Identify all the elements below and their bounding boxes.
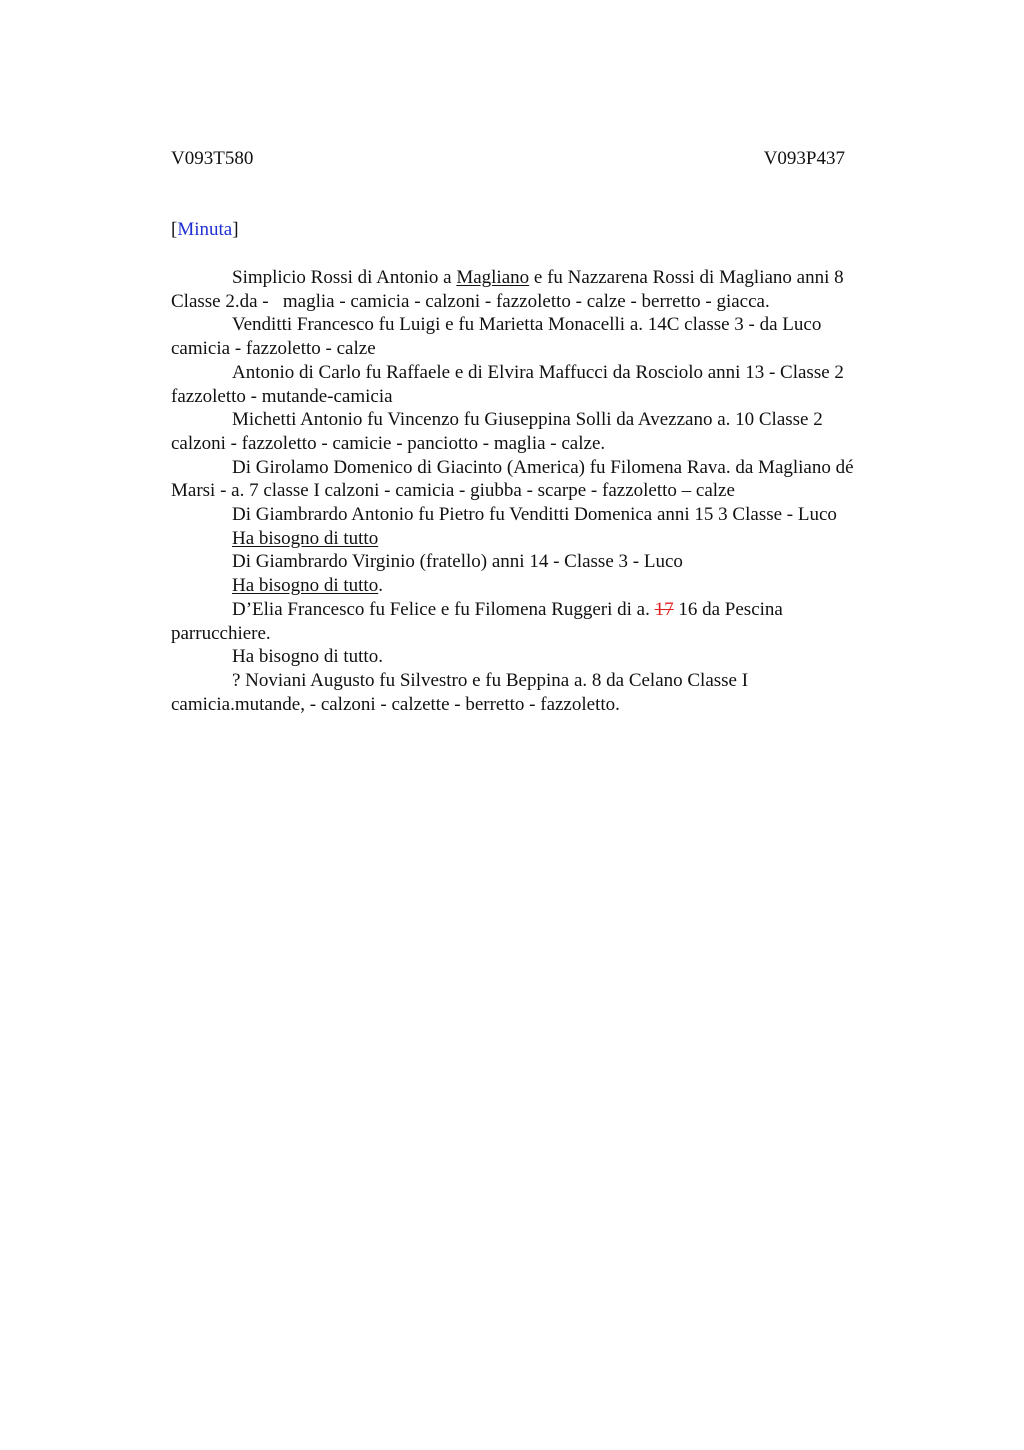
underlined-text: Ha bisogno di tutto <box>232 575 379 597</box>
entry-text: e fu Nazzarena Rossi di Magliano anni 8 <box>529 267 844 288</box>
entry-di-giambrardo-antonio <box>171 503 911 550</box>
entry-line <box>171 574 911 598</box>
entry-line: ? Noviani Augusto fu Silvestro e fu Beppina a. 8 da Celano Classe I <box>232 669 749 691</box>
entry-line: Venditti Francesco fu Luigi e fu Marietta Monacelli a. 14C classe 3 - da Luco <box>232 314 822 336</box>
entry-line <box>171 527 911 551</box>
entry-rossi-simplicio <box>171 266 911 313</box>
entry-text: . <box>378 575 383 597</box>
header-left-code: V093T580 <box>171 148 254 169</box>
entry-text: D’Elia Francesco fu Felice e fu Filomena Ruggeri di a. <box>232 598 655 620</box>
entry-line <box>171 266 911 290</box>
entry-noviani-augusto <box>171 669 911 716</box>
minuta-label <box>171 218 239 242</box>
entry-line: calzoni - fazzoletto - camicie - panciotto - maglia - calze. <box>171 432 606 454</box>
minuta-open-bracket: [ <box>171 219 178 240</box>
underlined-text: Ha bisogno di tutto <box>232 527 379 549</box>
header-right-code: V093P437 <box>763 148 845 169</box>
entry-michetti-antonio <box>171 408 911 455</box>
entry-di-giambrardo-virginio <box>171 550 911 597</box>
document-body <box>171 266 911 716</box>
underlined-text: Magliano <box>456 267 530 288</box>
struck-through-text: 17 <box>654 598 674 620</box>
entry-line: parrucchiere. <box>171 622 271 644</box>
minuta-text: Minuta <box>177 219 233 240</box>
entry-line: Marsi - a. 7 classe I calzoni - camicia - giubba - scarpe - fazzoletto – calze <box>171 480 735 502</box>
page-header <box>171 147 845 171</box>
entry-delia-francesco <box>171 598 911 645</box>
entry-text: 16 da Pescina <box>673 598 783 620</box>
entry-line: Ha bisogno di tutto. <box>232 646 383 668</box>
entry-line: Di Girolamo Domenico di Giacinto (America) fu Filomena Rava. da Magliano dé <box>232 456 854 478</box>
entry-text: Simplicio Rossi di Antonio a <box>232 267 457 288</box>
entry-venditti-francesco <box>171 313 911 360</box>
entry-line: Di Giambrardo Antonio fu Pietro fu Venditti Domenica anni 15 3 Classe - Luco <box>232 504 837 526</box>
entry-line: Classe 2.da - maglia - camicia - calzoni - fazzoletto - calze - berretto - giacca. <box>171 290 770 312</box>
entry-line: Antonio di Carlo fu Raffaele e di Elvira Maffucci da Rosciolo anni 13 - Classe 2 <box>232 361 844 383</box>
entry-line: camicia.mutande, - calzoni - calzette - berretto - fazzoletto. <box>171 693 620 715</box>
entry-di-girolamo-domenico <box>171 456 911 503</box>
entry-line: Di Giambrardo Virginio (fratello) anni 14 - Classe 3 - Luco <box>232 551 683 573</box>
entry-note <box>171 645 911 669</box>
minuta-close-bracket: ] <box>232 219 239 240</box>
entry-line <box>171 598 911 622</box>
entry-line: Michetti Antonio fu Vincenzo fu Giuseppina Solli da Avezzano a. 10 Classe 2 <box>232 409 823 431</box>
entry-line: fazzoletto - mutande-camicia <box>171 385 393 407</box>
entry-line: camicia - fazzoletto - calze <box>171 338 376 360</box>
entry-antonio-di-carlo <box>171 361 911 408</box>
